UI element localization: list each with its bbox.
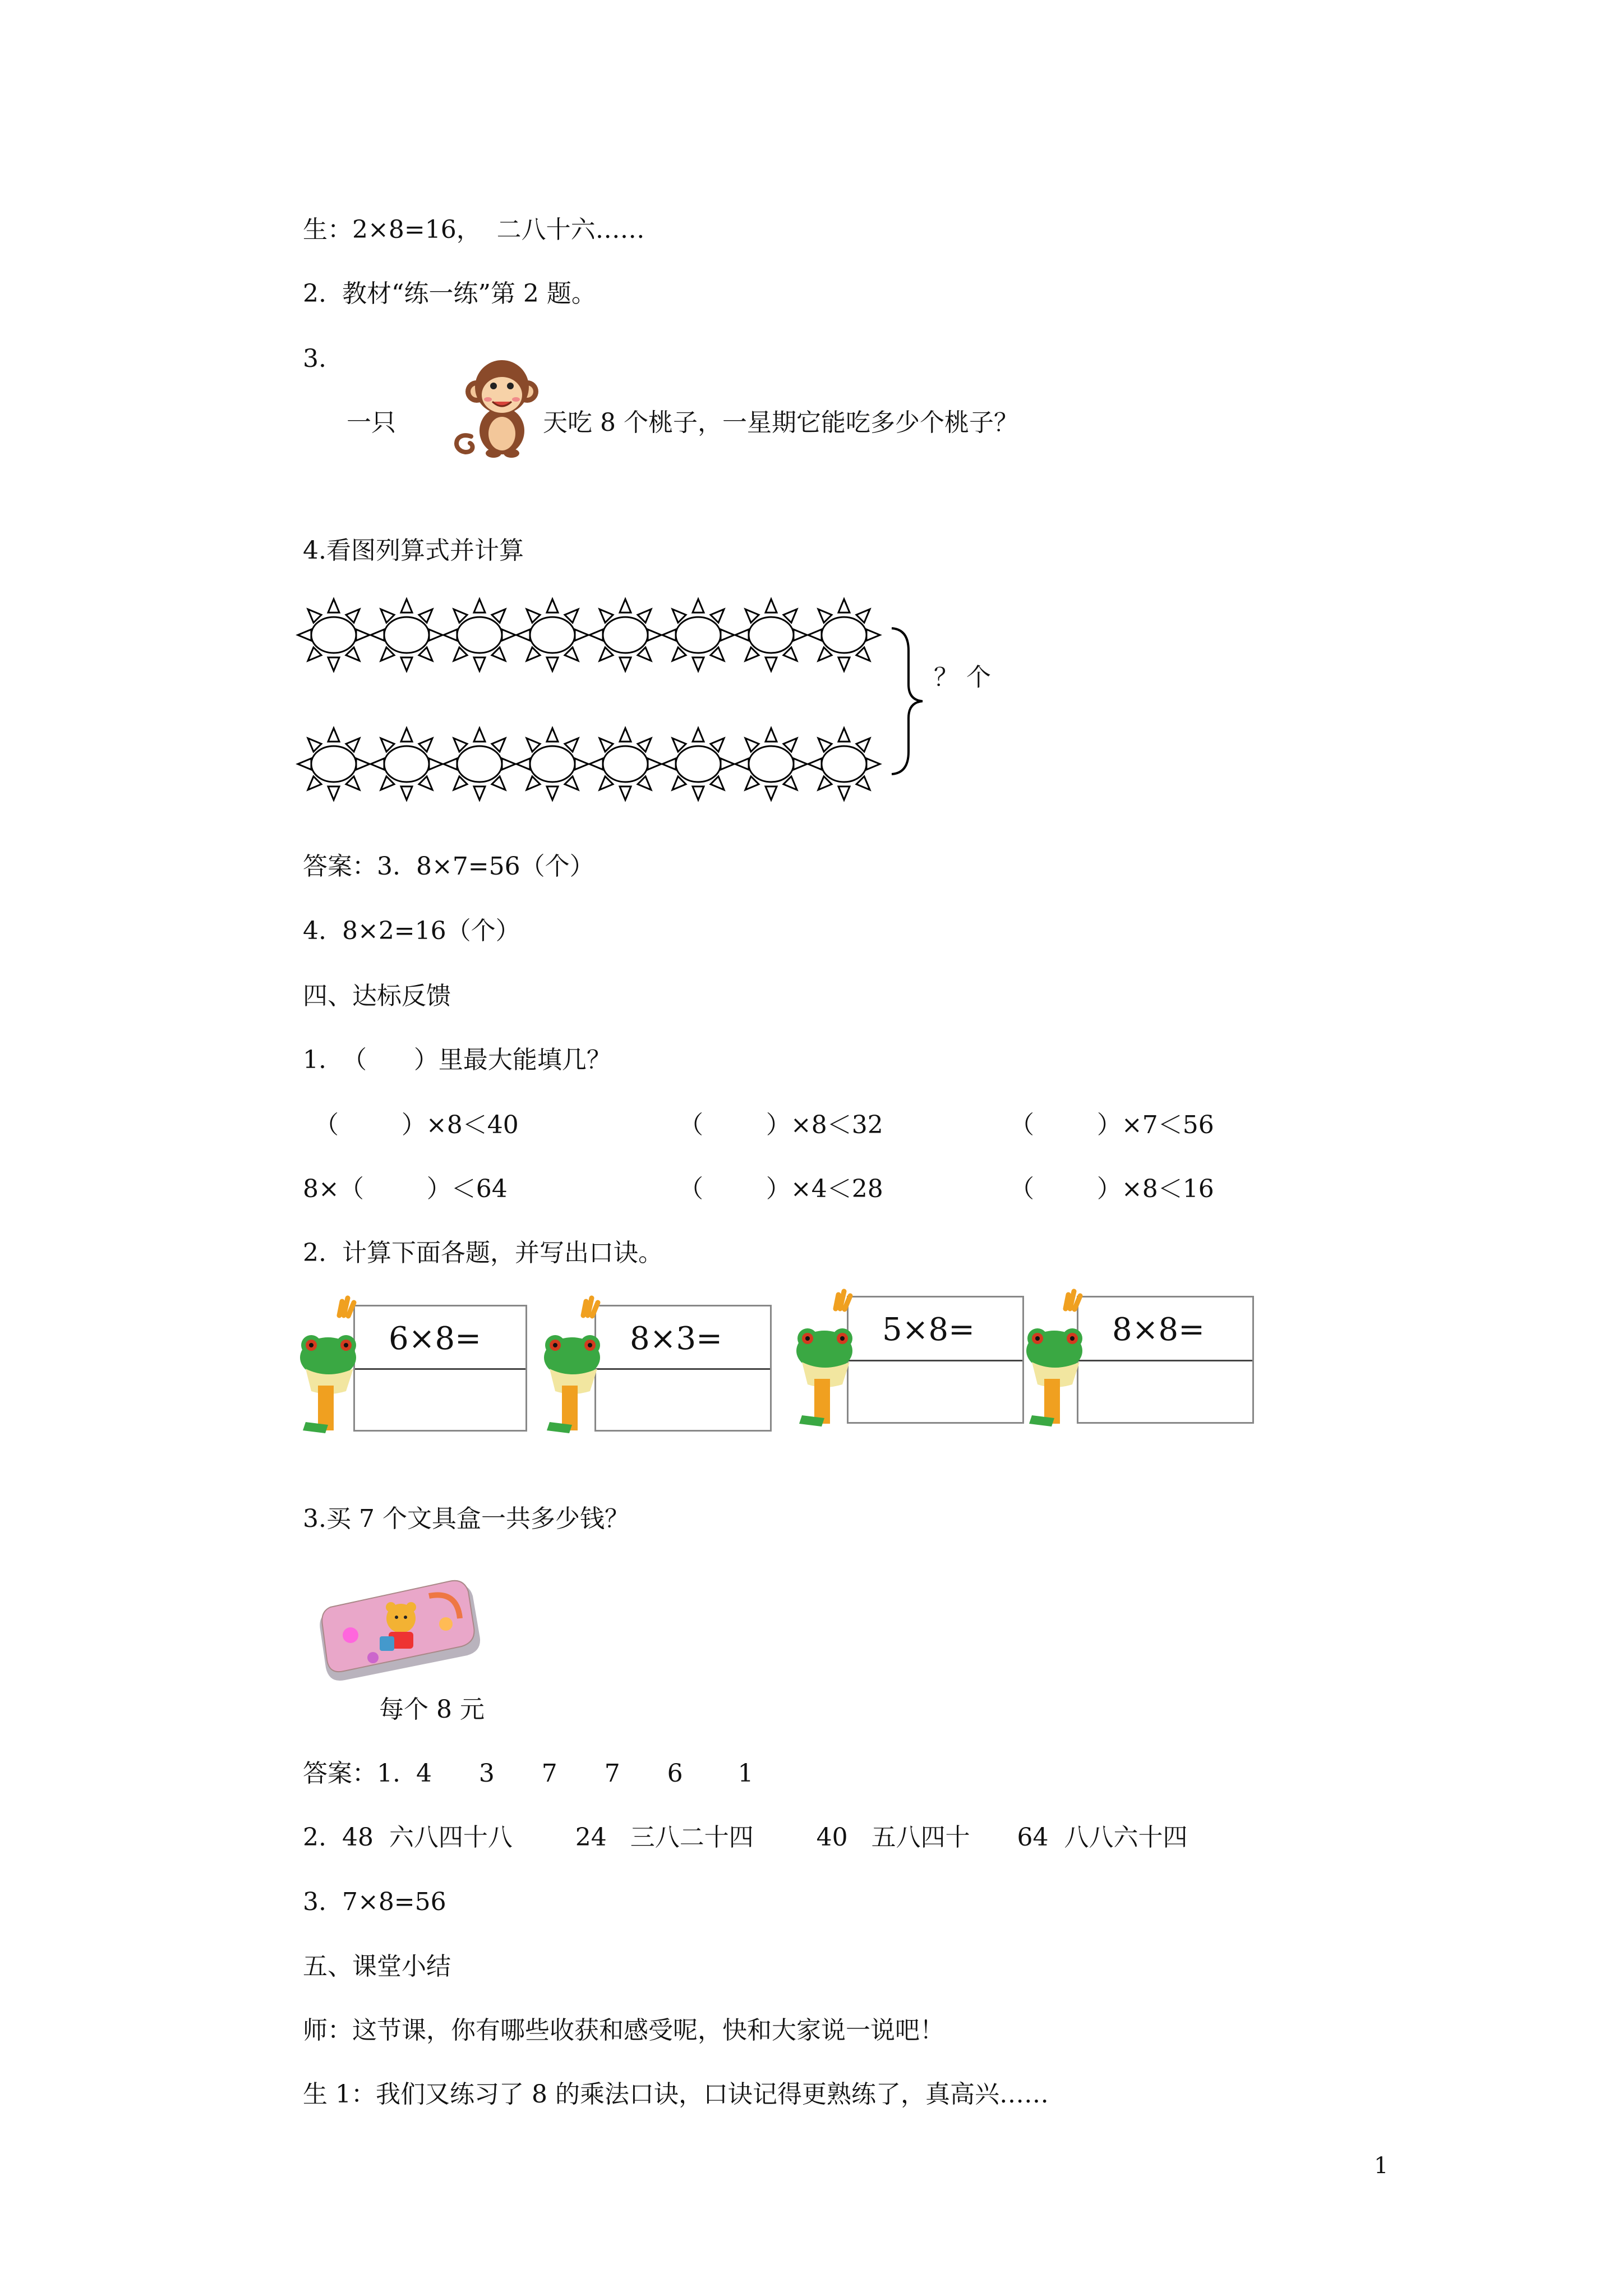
calc-box-4 [1077,1296,1254,1424]
section-4-title: 四、达标反馈 [303,982,451,1010]
frog-icon [1021,1283,1094,1429]
fill-cell: 8×（ ）＜64 [303,1175,508,1203]
question-1: 1. （ ）里最大能填几？ [303,1046,611,1074]
fill-cell: （ ）×8＜32 [679,1111,883,1139]
frog-icon [538,1290,611,1436]
exercise-2-line: 2. 教材“练一练”第 2 题。 [303,279,596,308]
exercise-3-text-b: 天吃 8 个桃子，一星期它能吃多少个桃子？ [543,408,1018,437]
student-line: 生 1：我们又练习了 8 的乘法口诀，口诀记得更熟练了，真高兴…… [303,2080,1049,2109]
calc-box-1 [353,1305,527,1432]
frog-icon [294,1290,367,1436]
fill-cell: （ ）×8＜40 [314,1111,519,1139]
curly-brace [892,628,923,774]
exercise-3-number: 3. [303,344,326,373]
fill-cell: （ ）×8＜16 [1009,1175,1214,1203]
fill-cell: （ ）×7＜56 [1009,1111,1214,1139]
calc-expression: 6×8= [389,1320,482,1357]
brace-label: ？ 个 [934,663,991,692]
question-2: 2. 计算下面各题，并写出口诀。 [303,1239,663,1267]
calc-expression: 8×3= [630,1320,723,1357]
sun-rows-figure [294,595,979,808]
answer-line-5: 3. 7×8=56 [303,1888,446,1916]
frog-icon [791,1283,864,1429]
calc-expression: 5×8= [882,1312,975,1348]
page-number: 1 [1374,2153,1389,2179]
answer-line-3: 答案：1. 4 3 7 7 6 1 [303,1759,754,1788]
calc-box-3 [847,1296,1024,1424]
pencil-box-illustration [317,1573,485,1686]
price-label: 每个 8 元 [379,1695,485,1724]
question-3: 3.买 7 个文具盒一共多少钱？ [303,1504,629,1533]
answer-line-1: 答案：3. 8×7=56（个） [303,852,594,881]
answer-line-4: 2. 48 六八四十八 24 三八二十四 40 五八四十 64 八八六十四 [303,1823,1188,1852]
calc-expression: 8×8= [1112,1312,1205,1348]
student-answer-line: 生：2×8=16， 二八十六…… [303,215,645,244]
calc-box-2 [594,1305,772,1432]
sun-row-top [298,599,880,671]
sun-row-bottom [298,728,880,800]
teacher-line: 师：这节课，你有哪些收获和感受呢，快和大家说一说吧！ [303,2016,944,2045]
fill-cell: （ ）×4＜28 [679,1175,883,1203]
exercise-3-text-a: 一只 [347,408,396,437]
monkey-illustration [449,352,544,459]
section-5-title: 五、课堂小结 [303,1952,451,1981]
answer-line-2: 4. 8×2=16（个） [303,917,520,945]
exercise-4-title: 4.看图列算式并计算 [303,536,524,565]
